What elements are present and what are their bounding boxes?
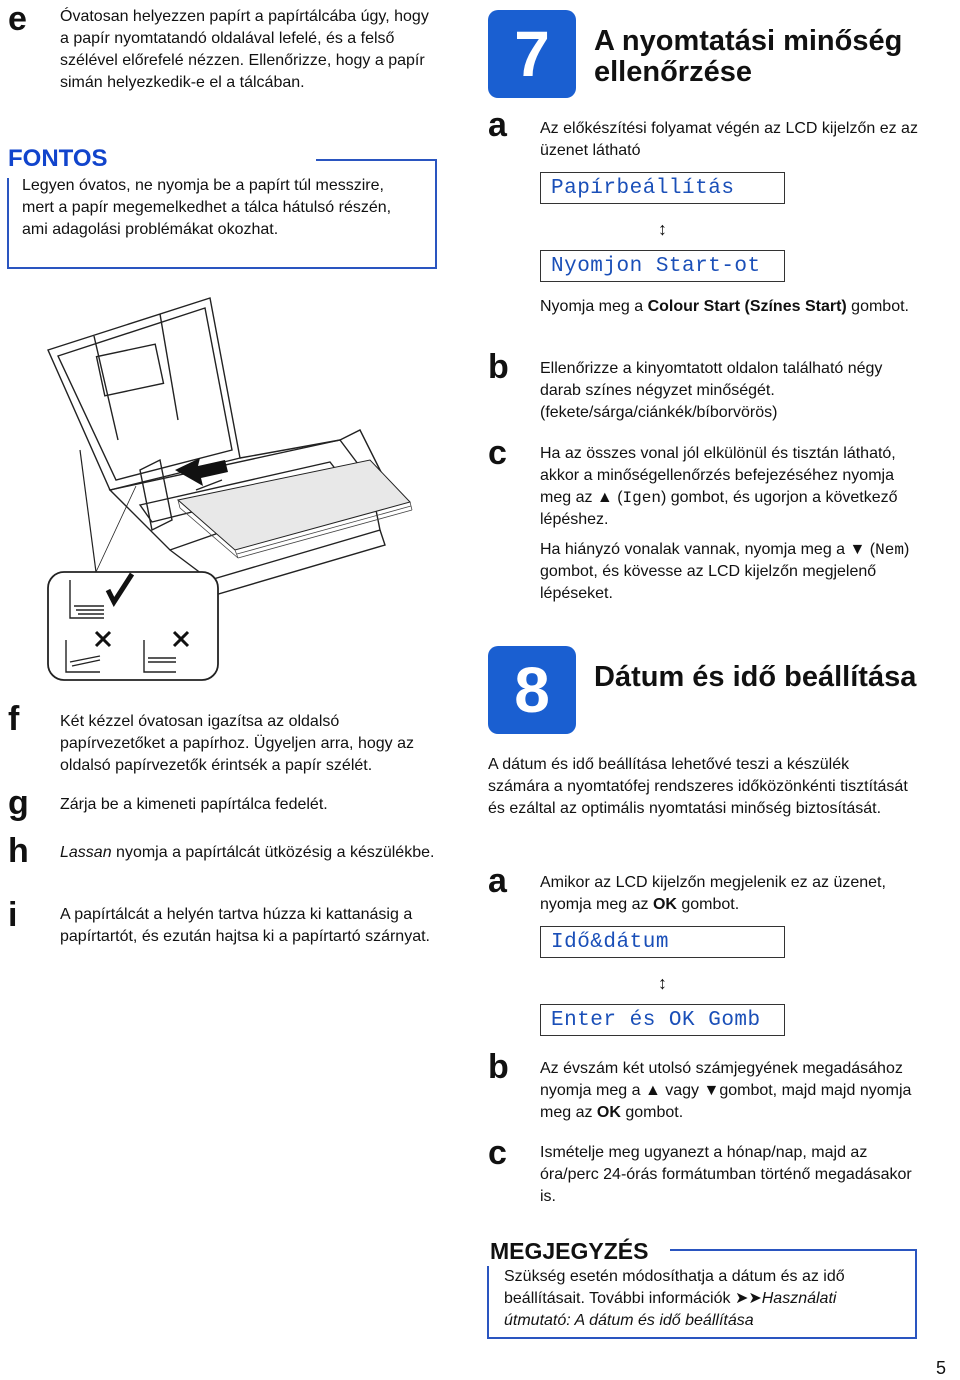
step7-badge: 7 [488,10,576,98]
up-down-arrow-icon: ↕ [658,219,667,239]
down-arrow-icon: ▼ [849,541,866,558]
step-h-text [60,842,440,864]
lcd-display-paper-setup: Papírbeállítás [540,172,785,204]
step-h-italic: Lassan [60,844,112,861]
step8-letter-b: b [488,1048,509,1086]
important-text: Legyen óvatos, ne nyomja be a papírt túl messzire, mert a papír megemelkedhet a tálca hátulsó részén, ami adagolási problémákat okozhat. [22,177,392,238]
step7-c-paragraph2: Ha hiányzó vonalak vannak, nyomja meg a ▼ (Nem) gombot, és kövesse az LCD kijelzőn megjelenő lépéseket. [540,541,910,602]
ok-label-2: OK [596,1104,621,1121]
step8-c-text: Ismételje meg ugyanezt a hónap/nap, majd az óra/perc 24-órás formátumban történő megadásakor is. [540,1144,912,1205]
step7-letter-a: a [488,106,507,144]
press-pre: Nyomja meg a [540,298,648,315]
step-h-rest: nyomja a papírtálcát ütközésig a készülékbe. [111,844,435,861]
step-f-text: Két kézzel óvatosan igazítsa az oldalsó papírvezetőket a papírhoz. Ügyeljen arra, hogy az oldalsó papírvezetők érintsék a papír szélét. [60,713,414,774]
step7-title-line1: A nyomtatási minőség [594,25,903,57]
up-arrow-icon-2: ▲ [644,1082,661,1099]
c-p1-pre: Ha az összes vonal jól elkülönül és tisztán látható, akkor a minőségellenőrzés befejezéséhez nyomja meg az [540,445,896,506]
step8-badge: 8 [488,646,576,734]
c-p2-pre: Ha hiányzó vonalak vannak, nyomja meg a [540,541,850,558]
c-p1-key: Igen [622,489,661,507]
step7-a-text: Az előkészítési folyamat végén az LCD kijelzőn ez az üzenet látható [540,120,918,159]
s8a-pre: Amikor az LCD kijelzőn megjelenik ez az üzenet, nyomja meg az [540,874,886,913]
s8b-post: gombot, majd majd nyomja meg az [540,1082,912,1121]
step7-title-line2: ellenőrzése [594,56,752,88]
step7-letter-b: b [488,348,509,386]
up-down-arrow-icon-2: ↕ [658,973,667,993]
step-letter-g: g [8,784,29,822]
s8b-end: gombot. [620,1104,684,1121]
step8-letter-a: a [488,862,507,900]
step-letter-e: e [8,0,27,38]
lcd-display-enter-ok: Enter és OK Gomb [540,1004,785,1036]
step8-b-text [540,1058,920,1124]
step-e-text: Óvatosan helyezzen papírt a papírtálcába úgy, hogy a papír nyomtatandó oldalával lefelé, és a felső szélével előrefelé nézzen. Ellenőrizze, hogy a papír simán helyezkedik-e el a tálcában. [60,8,429,91]
note-title: MEGJEGYZÉS [490,1238,649,1264]
step-letter-f: f [8,700,20,738]
c-p2-post: ) gombot, és kövesse az LCD kijelzőn megjelenő lépéseket. [540,541,910,602]
step-letter-h: h [8,832,29,870]
s8b-pre: Az évszám két utolsó számjegyének megadásához nyomja meg a [540,1060,903,1099]
s8b-mid: vagy [660,1082,704,1099]
step8-title: Dátum és idő beállítása [594,661,917,693]
up-arrow-icon: ▲ [596,489,613,506]
step-i-text: A papírtálcát a helyén tartva húzza ki kattanásig a papírtartót, és ezután hajtsa ki a papírtartó szárnyat. [60,906,430,945]
note-pre: Szükség esetén módosíthatja a dátum és az idő beállításait. További információk [504,1268,845,1307]
lcd-display-date-time: Idő&dátum [540,926,785,958]
note-text [504,1266,904,1332]
ok-label: OK [652,896,677,913]
page-number: 5 [936,1358,947,1378]
paper-tray-illustration [40,290,470,710]
step8-intro: A dátum és idő beállítása lehetővé teszi a készülék számára a nyomtatófej rendszeres időközönkénti tisztítását és ezáltal az optimális nyomtatási minőség biztosítását. [488,756,908,817]
lcd-display-press-start: Nyomjon Start-ot [540,250,785,282]
step-letter-i: i [8,896,18,934]
step7-b-text: Ellenőrizze a kinyomtatott oldalon található négy darab színes négyzet minőségét. (fekete/sárga/ciánkék/bíborvörös) [540,360,883,421]
c-p2-key: Nem [875,541,904,559]
c-p1-post: ) gombot, és ugorjon a következő lépéshez. [540,489,898,528]
step7-letter-c: c [488,434,507,472]
important-title: FONTOS [8,145,108,172]
step7-c-paragraph1: Ha az összes vonal jól elkülönül és tisztán látható, akkor a minőségellenőrzés befejezéséhez nyomja meg az ▲ (Igen) gombot, és ugorjon a következő lépéshez. [540,445,898,528]
press-post: gombot. [846,298,909,315]
s8a-post: gombot. [676,896,740,913]
colour-start-label: Colour Start (Színes Start) [647,298,847,315]
down-arrow-icon-2: ▼ [703,1082,720,1099]
double-arrow-icon: ➤➤ [734,1290,762,1307]
step-g-text: Zárja be a kimeneti papírtálca fedelét. [60,796,328,813]
note-link: Használati útmutató: A dátum és idő beállítása [504,1290,837,1329]
step7-a-press [540,296,920,318]
step8-letter-c: c [488,1134,507,1172]
step8-a-text [540,872,900,916]
